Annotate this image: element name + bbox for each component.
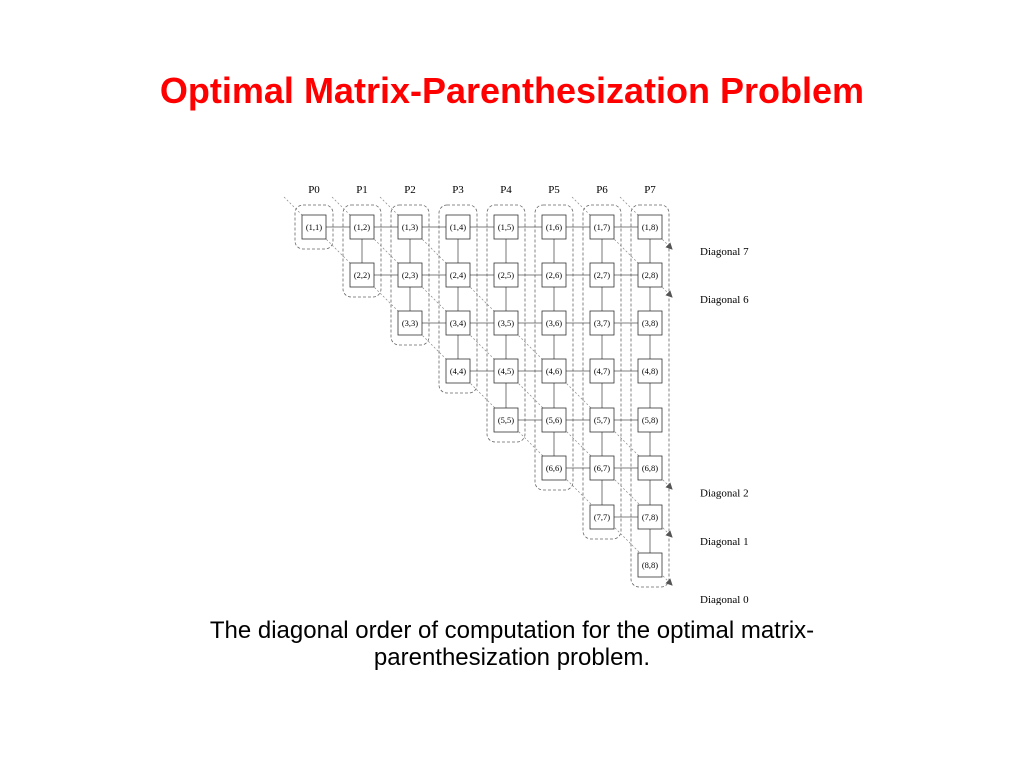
matrix-cell <box>446 263 470 287</box>
processor-label-p2: P2 <box>404 184 416 196</box>
matrix-cell <box>638 408 662 432</box>
cell-label: (4,5) <box>497 366 515 376</box>
diagonal-computation-diagram <box>280 175 780 605</box>
diagonal-label: Diagonal 6 <box>700 294 749 306</box>
matrix-cell <box>494 215 518 239</box>
caption-line-1: The diagonal order of computation for the optimal matrix- <box>209 617 815 644</box>
matrix-cell <box>542 263 566 287</box>
cell-label: (4,4) <box>449 366 467 376</box>
cell-label: (1,1) <box>305 222 323 232</box>
matrix-cell <box>590 263 614 287</box>
processor-label-p1: P1 <box>356 184 368 196</box>
cell-label: (4,8) <box>641 366 659 376</box>
diagonal-label: Diagonal 2 <box>700 487 749 500</box>
cell-label: (2,6) <box>545 270 563 280</box>
matrix-cell <box>638 456 662 480</box>
cell-label: (2,4) <box>449 270 467 280</box>
processor-label-p7: P7 <box>644 184 656 196</box>
cell-label: (1,7) <box>593 222 611 232</box>
cell-label: (1,6) <box>545 222 563 232</box>
matrix-cell <box>542 408 566 432</box>
cell-label: (2,2) <box>353 270 371 280</box>
cell-label: (8,8) <box>641 560 659 570</box>
cell-label: (6,8) <box>641 463 659 473</box>
matrix-cell <box>350 215 374 239</box>
cell-label: (5,8) <box>641 415 659 425</box>
cell-label: (2,7) <box>593 270 611 280</box>
cell-label: (3,5) <box>497 318 515 328</box>
diagram-canvas <box>280 175 780 605</box>
matrix-cell <box>590 359 614 383</box>
cell-label: (5,6) <box>545 415 563 425</box>
matrix-cell <box>494 359 518 383</box>
matrix-cell <box>398 215 422 239</box>
matrix-cell <box>494 408 518 432</box>
matrix-cell <box>302 215 326 239</box>
matrix-cell <box>398 263 422 287</box>
cell-label: (3,8) <box>641 318 659 328</box>
processor-label-p4: P4 <box>500 184 512 196</box>
matrix-cell <box>590 505 614 529</box>
matrix-cell <box>638 263 662 287</box>
matrix-cell <box>638 359 662 383</box>
diagonal-label: Diagonal 1 <box>700 536 749 548</box>
matrix-cell <box>590 215 614 239</box>
matrix-cell <box>542 359 566 383</box>
diagonal-guide-5 <box>380 197 672 489</box>
matrix-cell <box>638 311 662 335</box>
cell-label: (7,7) <box>593 512 611 522</box>
matrix-cell <box>398 311 422 335</box>
cell-label: (1,8) <box>641 222 659 232</box>
cell-label: (5,5) <box>497 415 515 425</box>
cell-label: (6,6) <box>545 463 563 473</box>
cell-label: (3,6) <box>545 318 563 328</box>
matrix-cell <box>446 311 470 335</box>
cell-label: (3,7) <box>593 318 611 328</box>
figure-caption <box>112 617 912 671</box>
cell-label: (1,2) <box>353 222 371 232</box>
diagonal-label: Diagonal 0 <box>700 594 749 605</box>
processor-label-p0: P0 <box>308 184 320 196</box>
matrix-cell <box>494 263 518 287</box>
matrix-cell <box>590 456 614 480</box>
matrix-cell <box>350 263 374 287</box>
cell-label: (7,8) <box>641 512 659 522</box>
matrix-cell <box>638 505 662 529</box>
cell-label: (2,8) <box>641 270 659 280</box>
cell-label: (6,7) <box>593 463 611 473</box>
matrix-cell <box>590 311 614 335</box>
processor-label-p5: P5 <box>548 184 560 196</box>
cell-label: (2,3) <box>401 270 419 280</box>
cell-label: (4,7) <box>593 366 611 376</box>
matrix-cell <box>638 553 662 577</box>
cell-label: (2,5) <box>497 270 515 280</box>
matrix-cell <box>638 215 662 239</box>
slide-title: Optimal Matrix-Parenthesization Problem <box>159 70 865 111</box>
cell-label: (5,7) <box>593 415 611 425</box>
caption-line-2: parenthesization problem. <box>373 644 651 671</box>
cell-label: (1,5) <box>497 222 515 232</box>
matrix-cell <box>542 215 566 239</box>
matrix-cell <box>446 215 470 239</box>
diagonal-label: Diagonal 7 <box>700 246 749 258</box>
matrix-cell <box>494 311 518 335</box>
cell-label: (3,4) <box>449 318 467 328</box>
processor-label-p3: P3 <box>452 184 464 196</box>
cell-label: (4,6) <box>545 366 563 376</box>
cell-label: (1,3) <box>401 222 419 232</box>
matrix-cell <box>542 456 566 480</box>
cell-label: (3,3) <box>401 318 419 328</box>
cell-label: (1,4) <box>449 222 467 232</box>
matrix-cell <box>590 408 614 432</box>
processor-label-p6: P6 <box>596 184 608 196</box>
matrix-cell <box>542 311 566 335</box>
matrix-cell <box>446 359 470 383</box>
